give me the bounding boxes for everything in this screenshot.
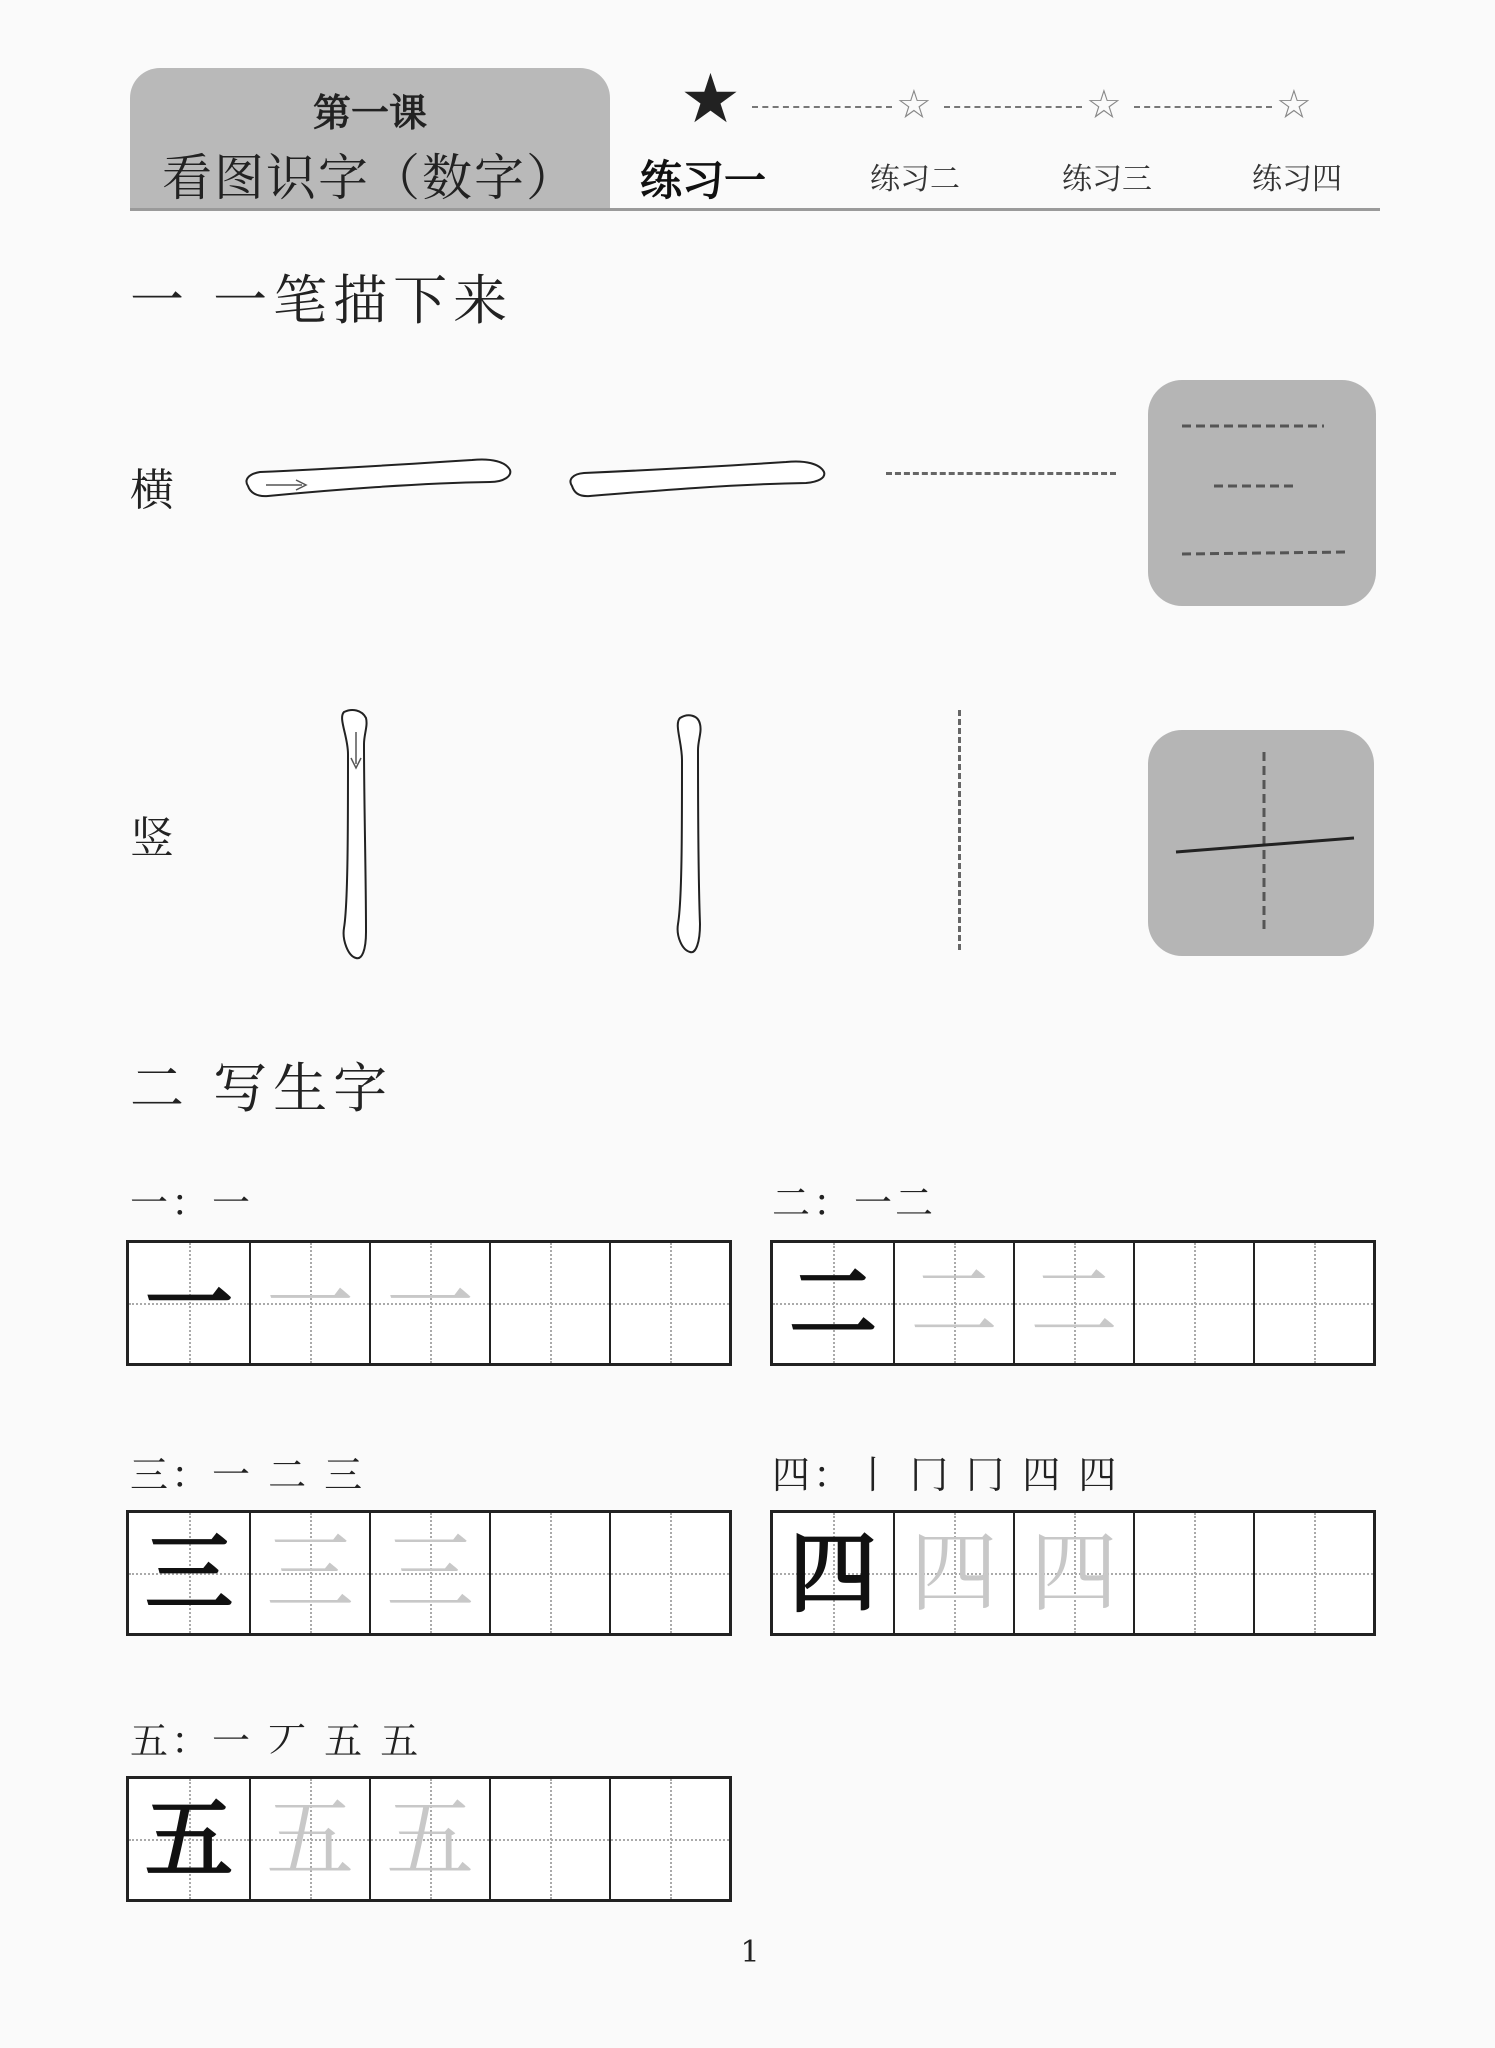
grid-cell[interactable] bbox=[369, 1779, 489, 1899]
grid-cell bbox=[129, 1513, 249, 1633]
vertical-dashed-guide bbox=[958, 710, 961, 950]
grid-cell[interactable] bbox=[249, 1243, 369, 1363]
writing-grid-yi bbox=[126, 1240, 732, 1366]
grid-cell[interactable] bbox=[609, 1513, 729, 1633]
grid-cell[interactable] bbox=[489, 1243, 609, 1363]
horizontal-stroke-icon bbox=[240, 452, 520, 502]
lesson-title: 看图识字（数字） bbox=[162, 149, 578, 207]
trace-char: 一 bbox=[265, 1251, 354, 1354]
model-char: 一 bbox=[144, 1251, 233, 1355]
trace-char: 二 bbox=[909, 1251, 998, 1354]
grid-cell[interactable] bbox=[249, 1779, 369, 1899]
trace-char: 四 bbox=[1029, 1521, 1118, 1624]
model-char: 四 bbox=[788, 1521, 877, 1625]
char-label-yi: 一：一 bbox=[130, 1181, 254, 1225]
writing-grid-wu bbox=[126, 1776, 732, 1902]
exercise-2-label: 练习二 bbox=[870, 162, 960, 197]
practice-box-shu bbox=[1148, 730, 1374, 956]
progress-dash bbox=[1134, 106, 1272, 108]
trace-char: 三 bbox=[265, 1521, 354, 1624]
grid-cell[interactable] bbox=[369, 1513, 489, 1633]
trace-char: 五 bbox=[385, 1787, 474, 1890]
grid-cell[interactable] bbox=[1013, 1513, 1133, 1633]
writing-grid-si bbox=[770, 1510, 1376, 1636]
char-label-wu: 五：一 丆 五 五 bbox=[130, 1719, 422, 1763]
model-char: 五 bbox=[144, 1787, 233, 1891]
header-rule bbox=[130, 208, 1380, 211]
char-label-er: 二：一二 bbox=[772, 1181, 937, 1225]
empty-star-icon: ☆ bbox=[1276, 82, 1312, 128]
exercise-3-label: 练习三 bbox=[1062, 162, 1152, 197]
char-label-san: 三：一 二 三 bbox=[130, 1453, 366, 1497]
grid-cell[interactable] bbox=[249, 1513, 369, 1633]
section1-title: 一 一笔描下来 bbox=[130, 269, 514, 332]
practice-box-heng bbox=[1148, 380, 1376, 606]
vertical-stroke-icon bbox=[336, 704, 376, 966]
grid-cell[interactable] bbox=[1133, 1513, 1253, 1633]
filled-star-icon: ★ bbox=[680, 60, 741, 139]
grid-cell[interactable] bbox=[609, 1779, 729, 1899]
grid-cell[interactable] bbox=[1253, 1513, 1373, 1633]
progress-dash bbox=[752, 106, 892, 108]
char-label-si: 四：丨 冂 冂 四 四 bbox=[772, 1453, 1120, 1497]
horizontal-dashed-guide bbox=[886, 472, 1116, 475]
grid-cell[interactable] bbox=[609, 1243, 729, 1363]
progress-dash bbox=[944, 106, 1082, 108]
trace-char: 一 bbox=[385, 1251, 474, 1354]
trace-char: 五 bbox=[265, 1787, 354, 1890]
stroke-name-heng: 横 bbox=[130, 465, 174, 516]
grid-cell[interactable] bbox=[489, 1779, 609, 1899]
model-char: 二 bbox=[788, 1251, 877, 1355]
section2-title: 二 写生字 bbox=[130, 1057, 394, 1120]
grid-cell bbox=[129, 1779, 249, 1899]
exercise-4-label: 练习四 bbox=[1252, 162, 1342, 197]
trace-char: 三 bbox=[385, 1521, 474, 1624]
empty-star-icon: ☆ bbox=[1086, 82, 1122, 128]
grid-cell[interactable] bbox=[369, 1243, 489, 1363]
grid-cell[interactable] bbox=[1013, 1243, 1133, 1363]
trace-char: 四 bbox=[909, 1521, 998, 1624]
exercise-1-label: 练习一 bbox=[640, 156, 767, 205]
grid-cell[interactable] bbox=[489, 1513, 609, 1633]
horizontal-stroke-trace-icon bbox=[566, 452, 830, 502]
grid-cell bbox=[773, 1513, 893, 1633]
model-char: 三 bbox=[144, 1521, 233, 1625]
vertical-stroke-trace-icon bbox=[672, 710, 712, 960]
trace-char: 二 bbox=[1029, 1251, 1118, 1354]
grid-cell[interactable] bbox=[1253, 1243, 1373, 1363]
grid-cell[interactable] bbox=[893, 1513, 1013, 1633]
writing-grid-san bbox=[126, 1510, 732, 1636]
lesson-number: 第一课 bbox=[312, 90, 427, 135]
grid-cell bbox=[773, 1243, 893, 1363]
lesson-tab bbox=[130, 68, 610, 210]
writing-grid-er bbox=[770, 1240, 1376, 1366]
empty-star-icon: ☆ bbox=[896, 82, 932, 128]
grid-cell[interactable] bbox=[1133, 1243, 1253, 1363]
grid-cell[interactable] bbox=[893, 1243, 1013, 1363]
grid-cell bbox=[129, 1243, 249, 1363]
stroke-name-shu: 竖 bbox=[130, 813, 174, 864]
page-number: 1 bbox=[740, 1935, 760, 1970]
